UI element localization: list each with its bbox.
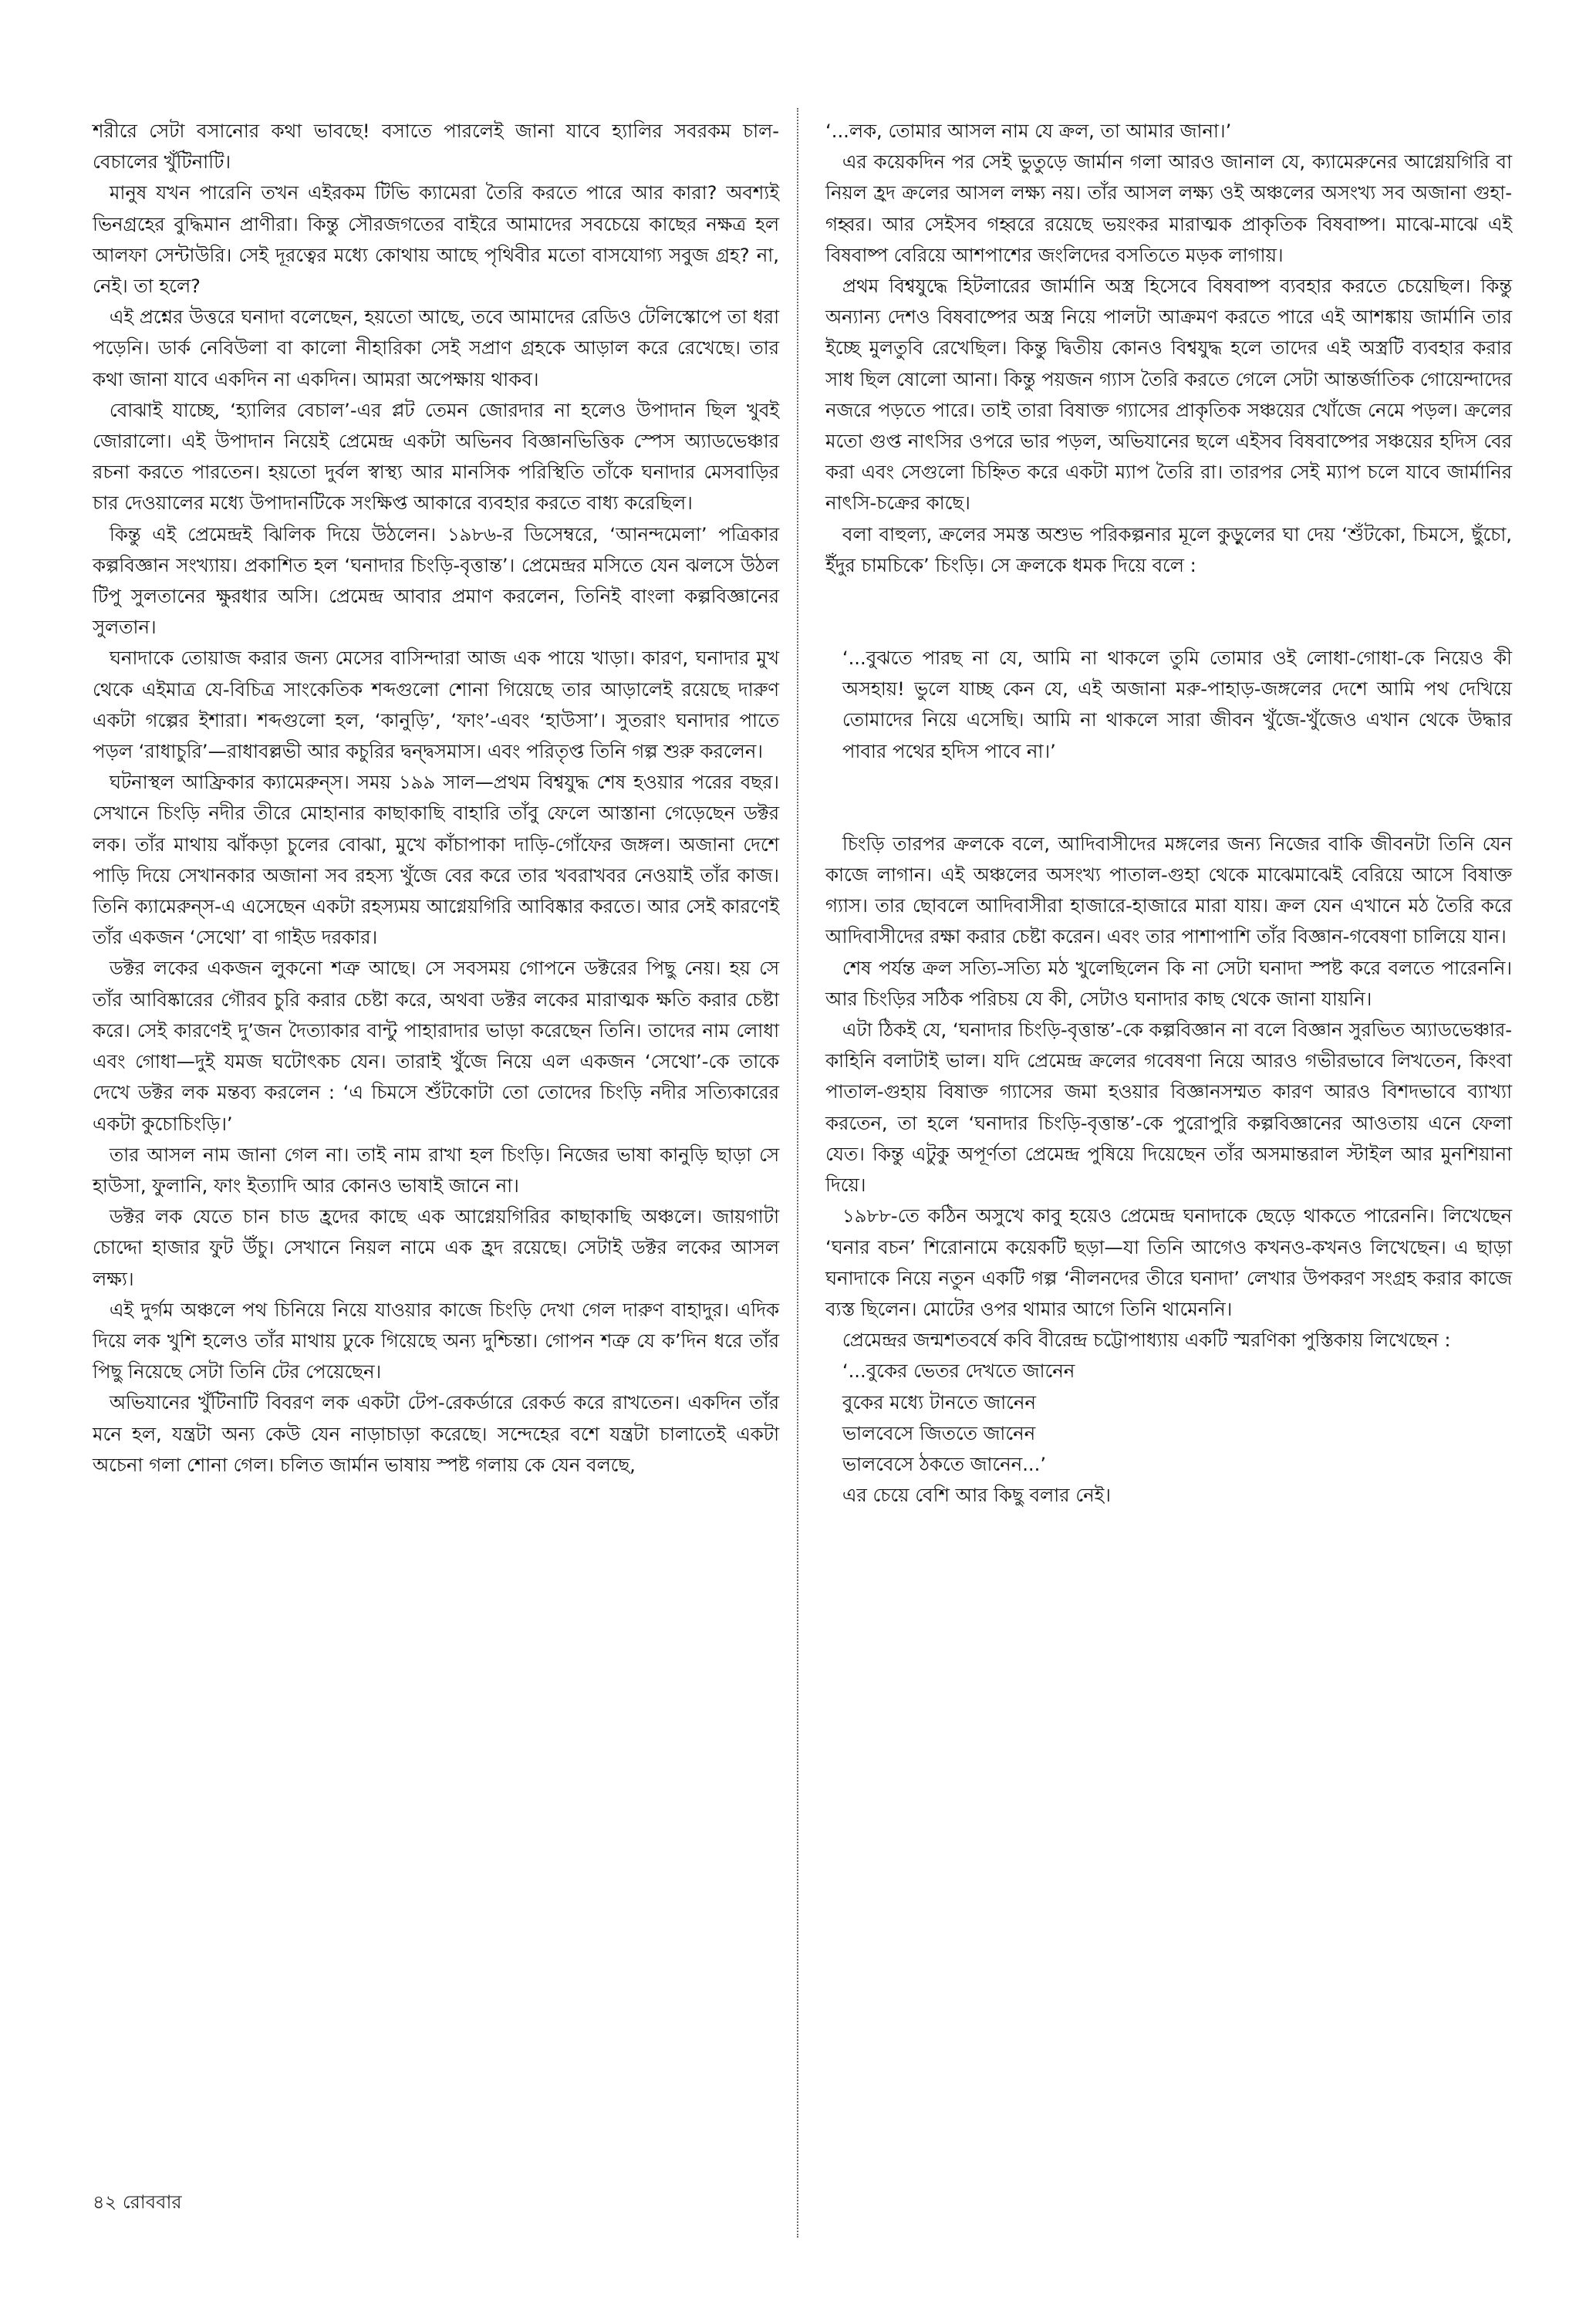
closing-line: এর চেয়ে বেশি আর কিছু বলার নেই। bbox=[842, 1484, 1111, 1507]
verse-line: ভালবেসে ঠকতে জানেন...’ bbox=[842, 1452, 1047, 1475]
paragraph: ঘনাদাকে তোয়াজ করার জন্য মেসের বাসিন্দারা আজ এক পায়ে খাড়া। কারণ, ঘনাদার মুখ থেকে এইমাত্র যে-বিচিত্র সাংকেতিক শব্দগুলো শোনা গিয়েছে তার আড়ালেই রয়েছে দারুণ একটা গল্পের ইশারা। শব্দগুলো হল, ‘কানুড়ি’, ‘ফাং’-এবং ‘হাউসা’। সুতরাং ঘনাদার পাতে পড়ল ‘রাধাচুরি’—রাধাবল্লভী আর কচুরির দ্বন্দ্বসমাস। এবং পরিতৃপ্ত তিনি গল্প শুরু করলেন। bbox=[93, 647, 779, 763]
verse-line: ভালবেসে জিততে জানেন bbox=[842, 1421, 1036, 1444]
paragraph: বলা বাহুল্য, ক্রলের সমস্ত অশুভ পরিকল্পনার মূলে কুড়ুলের ঘা দেয় ‘শুঁটকো, চিমসে, ছুঁচো, ইঁদুর চামচিকে’ চিংড়ি। সে ক্রলকে ধমক দিয়ে বলে : bbox=[825, 522, 1512, 576]
opening-quote: ‘...লক, তোমার আসল নাম যে ক্রল, তা আমার জানা।’ bbox=[825, 120, 1232, 142]
verse-line: বুকের মধ্যে টানতে জানেন bbox=[842, 1390, 1036, 1414]
paragraph: এটা ঠিকই যে, ‘ঘনাদার চিংড়ি-বৃত্তান্ত’-কে কল্পবিজ্ঞান না বলে বিজ্ঞান সুরভিত অ্যাডভেঞ্চার-কাহিনি বলাটাই ভাল। যদি প্রেমেন্দ্র ক্রলের গবেষণা নিয়ে আরও গভীরভাবে লিখতেন, কিংবা পাতাল-গুহায় বিষাক্ত গ্যাসের জমা হওয়ার বিজ্ঞানসম্মত কারণ আরও বিশদভাবে ব্যাখ্যা করতেন, তা হলে ‘ঘনাদার চিংড়ি-বৃত্তান্ত’-কে পুরোপুরি কল্পবিজ্ঞানের আওতায় এনে ফেলা যেত। কিন্তু এটুকু অপূর্ণতা প্রেমেন্দ্র পুষিয়ে দিয়েছেন তাঁর অসমান্তরাল স্টাইল আর মুনশিয়ানা দিয়ে। bbox=[825, 1018, 1512, 1197]
paragraph: ঘটনাস্থল আফ্রিকার ক্যামেরুন্‌স। সময় ১৯৯ সাল—প্রথম বিশ্বযুদ্ধ শেষ হওয়ার পরের বছর। সেখানে চিংড়ি নদীর তীরে মোহানার কাছাকাছি বাহারি তাঁবু ফেলে আস্তানা গেড়েছেন ডক্টর লক। তাঁর মাথায় ঝাঁকড়া চুলের বোঝা, মুখে কাঁচাপাকা দাড়ি-গোঁফের জঙ্গল। অজানা দেশে পাড়ি দিয়ে সেখানকার অজানা সব রহস্য খুঁজে বের করে তার খবরাখবর নেওয়াই তাঁর কাজ। তিনি ক্যামেরুন্‌স-এ এসেছেন একটা রহস্যময় আগ্নেয়গিরি আবিষ্কার করতে। আর সেই কারণেই তাঁর একজন ‘সেথো’ বা গাইড দরকার। bbox=[93, 771, 779, 949]
spacer bbox=[825, 581, 1512, 643]
magazine-name: রোববার bbox=[122, 2191, 182, 2213]
paragraph: অভিযানের খুঁটিনাটি বিবরণ লক একটা টেপ-রেকর্ডারে রেকর্ড করে রাখতেন। একদিন তাঁর মনে হল, যন্ত্রটা অন্য কেউ যেন নাড়াচাড়া করেছে। সন্দেহের বশে যন্ত্রটা চালাতেই একটা অচেনা গলা শোনা গেল। চলিত জার্মান ভাষায় স্পষ্ট গলায় কে যেন বলছে, bbox=[93, 1391, 779, 1476]
left-column bbox=[93, 116, 779, 1481]
paragraph: প্রথম বিশ্বযুদ্ধে হিটলারের জার্মানি অস্ত্র হিসেবে বিষবাষ্প ব্যবহার করতে চেয়েছিল। কিন্তু অন্যান্য দেশও বিষবাষ্পের অস্ত্র নিয়ে পালটা আক্রমণ করতে পারে এই আশঙ্কায় জার্মানি তার ইচ্ছে মুলতুবি রেখেছিল। কিন্তু দ্বিতীয় কোনও বিশ্বযুদ্ধ হলে তাদের এই অস্ত্রটি ব্যবহার করার সাধ ছিল ষোলো আনা। কিন্তু পয়জন গ্যাস তৈরি করতে গেলে সেটা আন্তর্জাতিক গোয়েন্দাদের নজরে পড়তে পারে। তাই তারা বিষাক্ত গ্যাসের প্রাকৃতিক সঞ্চয়ের খোঁজে নেমে পড়ল। ক্রলের মতো গুপ্ত নাৎসির ওপরে ভার পড়ল, অভিযানের ছলে এইসব বিষবাষ্পের সঞ্চয়ের হদিস বের করা এবং সেগুলো চিহ্নিত করে একটা ম্যাপ তৈরি রা। তারপর সেই ম্যাপ চলে যাবে জার্মানির নাৎসি-চক্রের কাছে। bbox=[825, 275, 1512, 515]
paragraph: কিন্তু এই প্রেমেন্দ্রই ঝিলিক দিয়ে উঠলেন। ১৯৮৬-র ডিসেম্বরে, ‘আনন্দমেলা’ পত্রিকার কল্পবিজ্ঞান সংখ্যায়। প্রকাশিত হল ‘ঘনাদার চিংড়ি-বৃত্তান্ত’। প্রেমেন্দ্রর মসিতে যেন ঝলসে উঠল টিপু সুলতানের ক্ষুরধার অসি। প্রেমেন্দ্র আবার প্রমাণ করলেন, তিনিই বাংলা কল্পবিজ্ঞানের সুলতান। bbox=[93, 522, 779, 639]
paragraph: এই প্রশ্নের উত্তরে ঘনাদা বলেছেন, হয়তো আছে, তবে আমাদের রেডিও টেলিস্কোপে তা ধরা পড়েনি। ডার্ক নেবিউলা বা কালো নীহারিকা সেই সপ্রাণ গ্রহকে আড়াল করে রেখেছে। তার কথা জানা যাবে একদিন না একদিন। আমরা অপেক্ষায় থাকব। bbox=[93, 306, 779, 390]
page-number: ৪২ bbox=[93, 2191, 117, 2213]
right-column bbox=[825, 116, 1512, 1511]
paragraph: ১৯৮৮-তে কঠিন অসুখে কাবু হয়েও প্রেমেন্দ্র ঘনাদাকে ছেড়ে থাকতে পারেননি। লিখেছেন ‘ঘনার বচন’ শিরোনামে কয়েকটি ছড়া—যা তিনি আগেও কখনও-কখনও লিখেছেন। এ ছাড়া ঘনাদাকে নিয়ে নতুন একটি গল্প ‘নীলনদের তীরে ঘনাদা’ লেখার উপকরণ সংগ্রহ করার কাজে ব্যস্ত ছিলেন। মোটের ওপর থামার আগে তিনি থামেননি। bbox=[825, 1204, 1512, 1320]
paragraph: প্রেমেন্দ্রর জন্মশতবর্ষে কবি বীরেন্দ্র চট্টোপাধ্যায় একটি স্মরণিকা পুস্তিকায় লিখেছেন : bbox=[842, 1329, 1451, 1352]
paragraph: চিংড়ি তারপর ক্রলকে বলে, আদিবাসীদের মঙ্গলের জন্য নিজের বাকি জীবনটা তিনি যেন কাজে লাগান। এই অঞ্চলের অসংখ্য পাতাল-গুহা থেকে মাঝেমাঝেই বেরিয়ে আসে বিষাক্ত গ্যাস। তার ছোবলে আদিবাসীরা হাজারে-হাজারে মারা যায়। ক্রল যেন এখানে মঠ তৈরি করে আদিবাসীদের রক্ষা করার চেষ্টা করেন। এবং তার পাশাপাশি তাঁর বিজ্ঞান-গবেষণা চালিয়ে যান। bbox=[825, 832, 1512, 948]
column-divider bbox=[797, 108, 798, 2238]
paragraph: ডক্টর লক যেতে চান চাড হ্রদের কাছে এক আগ্নেয়গিরির কাছাকাছি অঞ্চলে। জায়গাটা চোদ্দো হাজার ফুট উঁচু। সেখানে নিয়ল নামে এক হ্রদ রয়েছে। সেটাই ডক্টর লকের আসল লক্ষ্য। bbox=[93, 1205, 779, 1290]
paragraph: তার আসল নাম জানা গেল না। তাই নাম রাখা হল চিংড়ি। নিজের ভাষা কানুড়ি ছাড়া সে হাউসা, ফুলানি, ফাং ইত্যাদি আর কোনও ভাষাই জানে না। bbox=[93, 1143, 779, 1197]
verse-line: ‘...বুকের ভেতর দেখতে জানেন bbox=[842, 1360, 1075, 1383]
paragraph: শেষ পর্যন্ত ক্রল সত্যি-সত্যি মঠ খুলেছিলেন কি না সেটা ঘনাদা স্পষ্ট করে বলতে পারেননি। আর চিংড়ির সঠিক পরিচয় যে কী, সেটাও ঘনাদার কাছ থেকে জানা যায়নি। bbox=[825, 956, 1512, 1010]
paragraph: এই দুর্গম অঞ্চলে পথ চিনিয়ে নিয়ে যাওয়ার কাজে চিংড়ি দেখা গেল দারুণ বাহাদুর। এদিক দিয়ে লক খুশি হলেও তাঁর মাথায় ঢুকে গিয়েছে অন্য দুশ্চিন্তা। গোপন শত্রু যে ক’দিন ধরে তাঁর পিছু নিয়েছে সেটা তিনি টের পেয়েছেন। bbox=[93, 1298, 779, 1383]
paragraph: মানুষ যখন পারেনি তখন এইরকম টিভি ক্যামেরা তৈরি করতে পারে আর কারা? অবশ্যই ভিনগ্রহের বুদ্ধিমান প্রাণীরা। কিন্তু সৌরজগতের বাইরে আমাদের সবচেয়ে কাছের নক্ষত্র হল আলফা সেন্টাউরি। সেই দূরত্বের মধ্যে কোথায় আছে পৃথিবীর মতো বাসযোগ্য সবুজ গ্রহ? না, নেই। তা হলে? bbox=[93, 181, 779, 298]
block-quote: ‘...বুঝতে পারছ না যে, আমি না থাকলে তুমি তোমার ওই লোধা-গোধা-কে নিয়েও কী অসহায়! ভুলে যাচ্ছ কেন যে, এই অজানা মরু-পাহাড়-জঙ্গলের দেশে আমি পথ দেখিয়ে তোমাদের নিয়ে এসেছি। আমি না থাকলে সারা জীবন খুঁজে-খুঁজেও এখান থেকে উদ্ধার পাবার পথের হদিস পাবে না।’ bbox=[842, 647, 1512, 762]
page-footer bbox=[93, 2188, 182, 2219]
paragraph: বোঝাই যাচ্ছে, ‘হ্যালির বেচাল’-এর প্লট তেমন জোরদার না হলেও উপাদান ছিল খুবই জোরালো। এই উপাদান নিয়েই প্রেমেন্দ্র একটা অভিনব বিজ্ঞানভিত্তিক স্পেস অ্যাডভেঞ্চার রচনা করতে পারতেন। হয়তো দুর্বল স্বাস্থ্য আর মানসিক পরিস্থিতি তাঁকে ঘনাদার মেসবাড়ির চার দেওয়ালের মধ্যে উপাদানটিকে সংক্ষিপ্ত আকারে ব্যবহার করতে বাধ্য করেছিল। bbox=[93, 398, 779, 515]
paragraph: ডক্টর লকের একজন লুকনো শত্রু আছে। সে সবসময় গোপনে ডক্টরের পিছু নেয়। হয় সে তাঁর আবিষ্কারের গৌরব চুরি করার চেষ্টা করে, অথবা ডক্টর লকের মারাত্মক ক্ষতি করার চেষ্টা করে। সেই কারণেই দু’জন দৈত্যাকার বান্টু পাহারাদার ভাড়া করেছেন তিনি। তাদের নাম লোধা এবং গোধা—দুই যমজ ঘটোৎকচ যেন। তারাই খুঁজে নিয়ে এল একজন ‘সেথো’-কে তাকে দেখে ডক্টর লক মন্তব্য করলেন : ‘এ চিমসে শুঁটকোটা তো তোদের চিংড়ি নদীর সত্যিকারের একটা কুচোচিংড়ি।’ bbox=[93, 957, 779, 1135]
spacer bbox=[825, 767, 1512, 829]
paragraph: এর কয়েকদিন পর সেই ভুতুড়ে জার্মান গলা আরও জানাল যে, ক্যামেরুনের আগ্নেয়গিরি বা নিয়ল হ্রদ ক্রলের আসল লক্ষ্য নয়। তাঁর আসল লক্ষ্য ওই অঞ্চলের অসংখ্য সব অজানা গুহা-গহ্বর। আর সেইসব গহ্বরে রয়েছে ভয়ংকর মারাত্মক প্রাকৃতিক বিষবাষ্প। মাঝে-মাঝে এই বিষবাষ্প বেরিয়ে আশপাশের জংলিদের বসতিতে মড়ক লাগায়। bbox=[825, 150, 1512, 266]
paragraph: শরীরে সেটা বসানোর কথা ভাবছে! বসাতে পারলেই জানা যাবে হ্যালির সবরকম চাল-বেচালের খুঁটিনাটি। bbox=[93, 120, 779, 174]
